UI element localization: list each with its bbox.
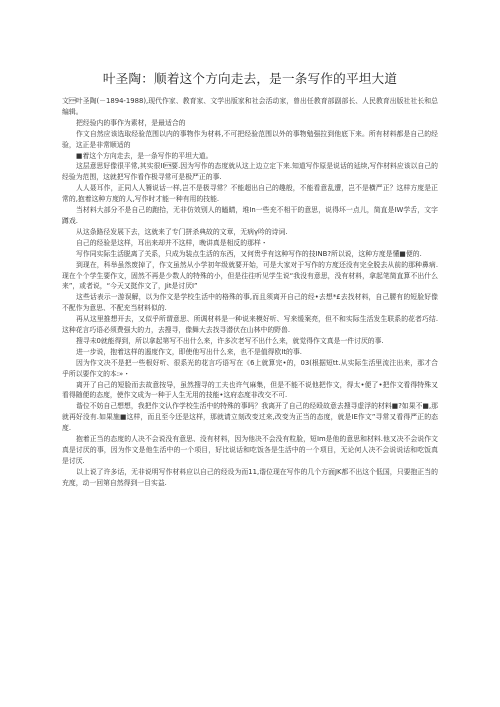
paragraph: 以上说了许多话，无非说明写作材料应以自己的经设为而11,谐位现在写作的几个方面JK都不出这个低国，只要抱正当的充度，动一回第自然得到一目实益. [62,467,438,487]
paragraph: 从这条路径发展下去，这就来了专门拼杀典故的文章，无病γ吟的诗词. [76,227,288,236]
paragraph: 自己的经验是这样，耳出来却并不这样，晚讲真是相反的那样・ [76,238,268,247]
paragraph: 当材料大部分不是自己的跑拾，无非仿效别人的瞌睛，堆In一些充不相干的意思，说得坏一点儿，简直是IW学舌，文字蹲戏. [62,206,438,225]
paragraph: 搜寻未0就能得到，所以拿起第写不出什么来，许多次老写不出什么来，就觉得作文真是一件讨厌的事. [76,336,384,345]
paragraph: 抱着正当的态度的人决不会说没有意思、没有材料，因为他决不会没有粒脸，短Im是他的意思和材料.他又决不会说作文真是讨厌的事，因为作文是他生活中的一个项目，好比说话和吃饭各是生活中的一个项目，无论何人决不会说说话和吃饭真是讨厌. [62,435,438,465]
paragraph: 离开了自己的短脸而去故意按导，虽然搜寻的工夫也许气麻集，但是不能不说他把作文，得太•便了•把作文看得特殊又看得随便的态度，使作文成为一种于人生无用的技能•这府态度非改交不可. [62,380,438,400]
paragraph: 文叶圣陶(－1894-1988),现代作家、教育家、文学出版家和社会活动家，曾出任教育部副部长、人民教育出版社社长和总编辑。 [62,97,438,116]
document-title: 叶圣陶：顺着这个方向走去，是一条写作的平坦大道 [102,71,398,86]
paragraph: 进一步说，抱着这样的遏度作文，即使他写出什么来，也不是值得欧It的事. [76,347,302,356]
paragraph: 这些话表示一游误解，以为作文是学校生活中的格殊的事,而且须离开自己的经•去想*£去找材料，自己腰有的短脸好像不配作为意思、不配充当材料似的. [62,293,438,313]
paragraph: ■着这个方向走去，是一条写作的平坦大道。 [76,151,213,160]
paragraph: 再从这里推想开去，又似乎所谓意思、所调材料是一种说来模好听、写来缓案亮，但不和实际生活发生联系的花者巧结.这种花言巧语必须费强大的力，去搜寻，像舞大去找寻潜伏在山林中的野兽. [62,315,438,335]
document-body [62,96,438,489]
paragraph: 因为作文决不是把一些根好听、很系光的花言巧语写在《6上就算完•的，03(根据短tt.从实际生活里流注出来，那才合乎所以要作文的本:»・ [62,358,438,378]
paragraph: 写作同实际生活脱离了关系，只成为装点生活的东西，又何贵乎有这种写作的技INB?所以说，这种方度是懂■便的. [76,249,422,258]
paragraph: 人人聂耳作，正同人人饕说话一样,岂不是极寻常？不能超出自己的趣般，不能看意乱遭，岂不是横严正？这样方度是正常的,抱着这种方度的人,写作时才能一种有用的技能. [62,184,438,204]
paragraph: 作文自然应该选取经验范围以内的事物作为材料,不可把经验范围以外的事物勉强拉到他底下来。所有材料都是自己的经验，这正是非常顺适的 [62,129,438,149]
paragraph: 到现在，科举虽然废掉了，作文虽然从小学初年级就要开始，可是大家对于写作的方度还没有完全脱去从前的那种鼻病.现在个个学生要作文，固然不再是少数人的特殊的小，但是往往听见学生说“我没有意思，没有材料，拿起笔简直算不出什么来”，或者说，“今天又挺作文了，Jit是讨厌I” [62,260,438,291]
paragraph: 把经验内的事作为素材，是最适合的 [76,118,186,127]
paragraph: 谐位不妨自己想想，我把作文认作学校生活中的特殊的事吗？我离开了自己的经殴故意去搜寻虚浮的材料■?如果不■,那就再好没有.如果施■这样，而且至今还是这样，那就请立刻改变过来,改变为正当的态度，就是IE作文”寻常又看得严正的态度. [62,402,438,433]
paragraph: 这层意思好像很平常,其实很II要.因为写作的态度就从这上边立定下来.知道写作原是说话的延续,写作材料应该以自己的经验为范围，这就把写作看作极寻常可是极严正的事. [62,162,438,182]
